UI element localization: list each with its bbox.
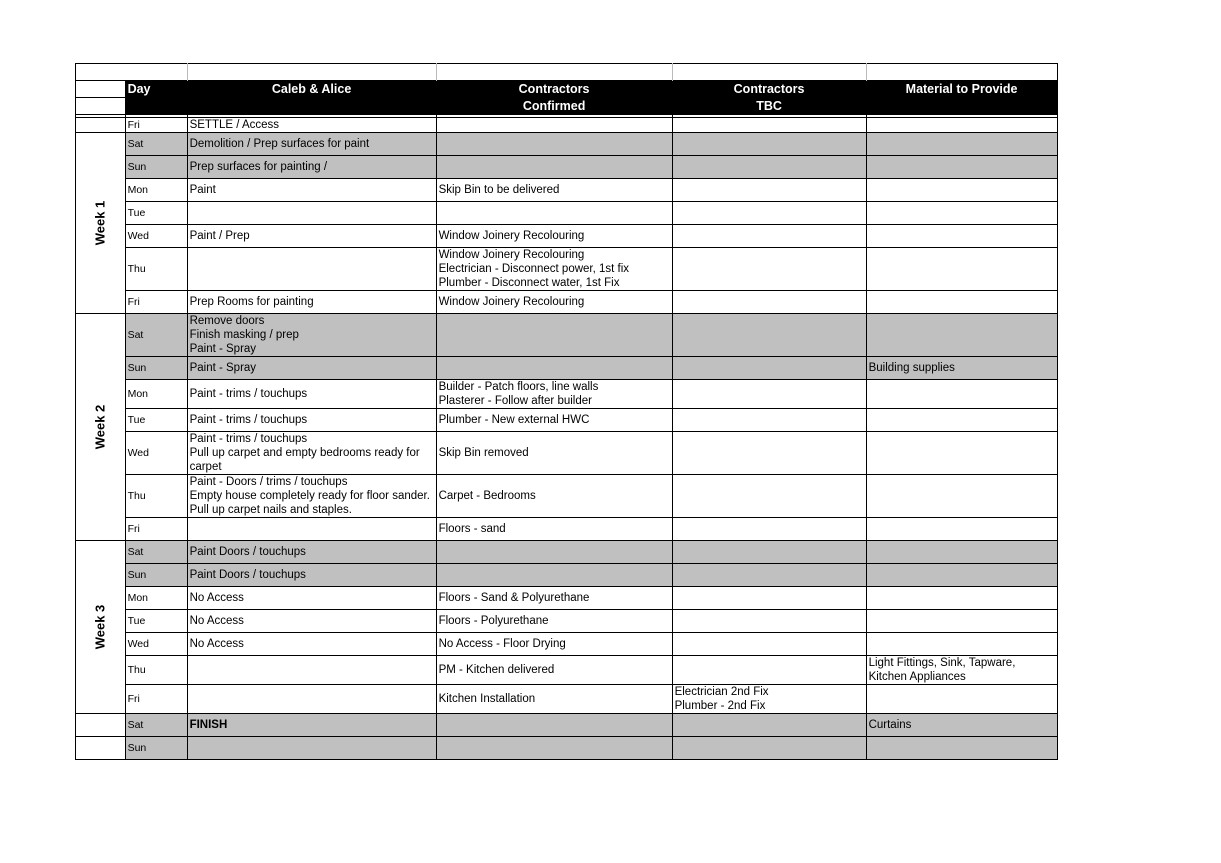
- table-row: [76, 179, 1058, 202]
- day-cell: Thu: [125, 248, 187, 291]
- table-row: [76, 610, 1058, 633]
- week-cell-empty: [76, 118, 126, 133]
- caleb-cell: Paint: [187, 179, 436, 202]
- day-cell: Mon: [125, 587, 187, 610]
- header-material-2: [866, 98, 1057, 115]
- table-row: [76, 314, 1058, 357]
- confirmed-cell: [436, 357, 672, 380]
- material-cell: [866, 541, 1057, 564]
- cell-line: Paint - trims / touchups: [189, 433, 308, 445]
- cell-line: Builder - Patch floors, line walls: [438, 381, 599, 393]
- confirmed-cell: [436, 202, 672, 225]
- material-cell: [866, 156, 1057, 179]
- table-row: [76, 118, 1058, 133]
- confirmed-cell: Window Joinery Recolouring: [436, 225, 672, 248]
- tbc-cell: [672, 714, 866, 737]
- header-day: Day: [125, 81, 187, 98]
- header-blank-2: [76, 98, 126, 115]
- material-cell: [866, 225, 1057, 248]
- material-cell: [866, 248, 1057, 291]
- day-cell: Sat: [125, 133, 187, 156]
- cell-line: Paint - Spray: [189, 343, 257, 355]
- confirmed-cell: [436, 314, 672, 357]
- header-row-2: [76, 98, 1058, 115]
- confirmed-cell: Plumber - New external HWC: [436, 409, 672, 432]
- confirmed-cell: Skip Bin to be delivered: [436, 179, 672, 202]
- material-cell: [866, 656, 1057, 685]
- header-confirmed: Contractors: [436, 81, 672, 98]
- table-row: [76, 685, 1058, 714]
- confirmed-cell: [436, 118, 672, 133]
- day-cell: Sun: [125, 357, 187, 380]
- tbc-cell: [672, 409, 866, 432]
- confirmed-cell: Floors - Polyurethane: [436, 610, 672, 633]
- day-cell: Sun: [125, 564, 187, 587]
- table-row: [76, 291, 1058, 314]
- day-cell: Mon: [125, 179, 187, 202]
- cell-line: Finish masking / prep: [189, 329, 299, 341]
- material-cell: [866, 475, 1057, 518]
- tbc-cell: [672, 380, 866, 409]
- day-cell: Sun: [125, 156, 187, 179]
- header-caleb: Caleb & Alice: [187, 81, 436, 98]
- schedule-body: [76, 64, 1058, 760]
- caleb-cell: Paint Doors / touchups: [187, 564, 436, 587]
- caleb-cell: No Access: [187, 610, 436, 633]
- confirmed-cell: [436, 714, 672, 737]
- day-cell: Thu: [125, 656, 187, 685]
- blank-row: [76, 64, 1058, 81]
- caleb-cell: [187, 202, 436, 225]
- cell-line: Paint - Doors / trims / touchups: [189, 476, 348, 488]
- cell-line: Plumber - Disconnect water, 1st Fix: [438, 277, 620, 289]
- table-row: [76, 714, 1058, 737]
- table-row: [76, 656, 1058, 685]
- confirmed-cell: Skip Bin removed: [436, 432, 672, 475]
- confirmed-cell: [436, 737, 672, 760]
- table-row: [76, 156, 1058, 179]
- tbc-cell: [672, 541, 866, 564]
- caleb-cell: SETTLE / Access: [187, 118, 436, 133]
- material-cell: [866, 633, 1057, 656]
- table-row: [76, 202, 1058, 225]
- tbc-cell: [672, 737, 866, 760]
- material-cell: [866, 564, 1057, 587]
- tbc-cell: [672, 610, 866, 633]
- day-cell: Wed: [125, 225, 187, 248]
- tbc-cell: [672, 202, 866, 225]
- confirmed-cell: [436, 564, 672, 587]
- caleb-cell: [187, 432, 436, 475]
- material-cell: [866, 409, 1057, 432]
- week-label: [76, 541, 126, 714]
- tbc-cell: [672, 633, 866, 656]
- tbc-cell: [672, 357, 866, 380]
- day-cell: Mon: [125, 380, 187, 409]
- day-cell: Fri: [125, 518, 187, 541]
- day-cell: Tue: [125, 409, 187, 432]
- cell-line: Kitchen Appliances: [868, 671, 966, 683]
- week-label: [76, 314, 126, 541]
- caleb-cell: Paint Doors / touchups: [187, 541, 436, 564]
- table-row: [76, 518, 1058, 541]
- day-cell: Wed: [125, 633, 187, 656]
- confirmed-cell: No Access - Floor Drying: [436, 633, 672, 656]
- confirmed-cell: Floors - Sand & Polyurethane: [436, 587, 672, 610]
- tbc-cell: [672, 156, 866, 179]
- day-cell: Sat: [125, 714, 187, 737]
- confirmed-cell: Carpet - Bedrooms: [436, 475, 672, 518]
- caleb-cell: [187, 737, 436, 760]
- cell-line: Empty house completely ready for floor sander.: [189, 490, 430, 502]
- caleb-cell: No Access: [187, 633, 436, 656]
- caleb-cell: [187, 314, 436, 357]
- week-label-text: Week 3: [92, 604, 108, 649]
- confirmed-cell: Kitchen Installation: [436, 685, 672, 714]
- material-cell: [866, 518, 1057, 541]
- header-tbc: Contractors: [672, 81, 866, 98]
- cell-line: Plasterer - Follow after builder: [438, 395, 592, 407]
- material-cell: [866, 587, 1057, 610]
- cell-line: Electrician - Disconnect power, 1st fix: [438, 263, 630, 275]
- caleb-cell: FINISH: [187, 714, 436, 737]
- day-cell: Sat: [125, 541, 187, 564]
- caleb-cell: [187, 248, 436, 291]
- material-cell: [866, 685, 1057, 714]
- week-cell-empty: [76, 714, 126, 737]
- cell-line: Remove doors: [189, 315, 265, 327]
- week-cell-empty: [76, 737, 126, 760]
- confirmed-cell: PM - Kitchen delivered: [436, 656, 672, 685]
- header-day-2: [125, 98, 187, 115]
- confirmed-cell: [436, 156, 672, 179]
- material-cell: [866, 737, 1057, 760]
- cell-line: carpet: [189, 461, 222, 473]
- caleb-cell: Paint - Spray: [187, 357, 436, 380]
- cell-line: Plumber - 2nd Fix: [674, 700, 766, 712]
- confirmed-cell: [436, 133, 672, 156]
- header-caleb-2: [187, 98, 436, 115]
- caleb-cell: [187, 656, 436, 685]
- header-material: Material to Provide: [866, 81, 1057, 98]
- tbc-cell: [672, 225, 866, 248]
- table-row: [76, 475, 1058, 518]
- material-cell: [866, 133, 1057, 156]
- table-row: [76, 133, 1058, 156]
- caleb-cell: [187, 685, 436, 714]
- tbc-cell: [672, 432, 866, 475]
- table-row: [76, 587, 1058, 610]
- material-cell: [866, 291, 1057, 314]
- header-tbc-2: TBC: [672, 98, 866, 115]
- confirmed-cell: [436, 248, 672, 291]
- table-row: [76, 357, 1058, 380]
- caleb-cell: No Access: [187, 587, 436, 610]
- tbc-cell: [672, 587, 866, 610]
- week-label-text: Week 1: [92, 200, 108, 245]
- tbc-cell: [672, 475, 866, 518]
- material-cell: [866, 118, 1057, 133]
- day-cell: Sun: [125, 737, 187, 760]
- schedule-table: [75, 63, 1058, 760]
- table-row: [76, 633, 1058, 656]
- cell-line: Light Fittings, Sink, Tapware,: [868, 657, 1016, 669]
- tbc-cell: [672, 685, 866, 714]
- tbc-cell: [672, 656, 866, 685]
- week-label: [76, 133, 126, 314]
- cell-line: Window Joinery Recolouring: [438, 249, 585, 261]
- table-row: [76, 564, 1058, 587]
- caleb-cell: Paint / Prep: [187, 225, 436, 248]
- day-cell: Fri: [125, 291, 187, 314]
- cell-line: Pull up carpet nails and staples.: [189, 504, 352, 516]
- day-cell: Tue: [125, 610, 187, 633]
- day-cell: Sat: [125, 314, 187, 357]
- material-cell: [866, 432, 1057, 475]
- caleb-cell: [187, 475, 436, 518]
- tbc-cell: [672, 291, 866, 314]
- cell-line: Pull up carpet and empty bedrooms ready for: [189, 447, 420, 459]
- confirmed-cell: Floors - sand: [436, 518, 672, 541]
- material-cell: [866, 314, 1057, 357]
- caleb-cell: Prep Rooms for painting: [187, 291, 436, 314]
- tbc-cell: [672, 518, 866, 541]
- tbc-cell: [672, 179, 866, 202]
- cell-line: Electrician 2nd Fix: [674, 686, 769, 698]
- caleb-cell: Paint - trims / touchups: [187, 409, 436, 432]
- material-cell: Curtains: [866, 714, 1057, 737]
- table-row: [76, 541, 1058, 564]
- week-label-text: Week 2: [92, 404, 108, 449]
- material-cell: [866, 610, 1057, 633]
- header-row: [76, 81, 1058, 98]
- table-row: [76, 225, 1058, 248]
- confirmed-cell: [436, 541, 672, 564]
- table-row: [76, 432, 1058, 475]
- material-cell: [866, 380, 1057, 409]
- day-cell: Fri: [125, 118, 187, 133]
- caleb-cell: Prep surfaces for painting /: [187, 156, 436, 179]
- table-row: [76, 248, 1058, 291]
- table-row: [76, 409, 1058, 432]
- table-row: [76, 380, 1058, 409]
- table-row: [76, 737, 1058, 760]
- tbc-cell: [672, 314, 866, 357]
- day-cell: Wed: [125, 432, 187, 475]
- confirmed-cell: [436, 380, 672, 409]
- day-cell: Thu: [125, 475, 187, 518]
- header-confirmed-2: Confirmed: [436, 98, 672, 115]
- caleb-cell: Demolition / Prep surfaces for paint: [187, 133, 436, 156]
- tbc-cell: [672, 133, 866, 156]
- day-cell: Fri: [125, 685, 187, 714]
- caleb-cell: [187, 518, 436, 541]
- material-cell: [866, 179, 1057, 202]
- header-blank: [76, 81, 126, 98]
- tbc-cell: [672, 564, 866, 587]
- material-cell: Building supplies: [866, 357, 1057, 380]
- confirmed-cell: Window Joinery Recolouring: [436, 291, 672, 314]
- caleb-cell: Paint - trims / touchups: [187, 380, 436, 409]
- day-cell: Tue: [125, 202, 187, 225]
- tbc-cell: [672, 248, 866, 291]
- material-cell: [866, 202, 1057, 225]
- tbc-cell: [672, 118, 866, 133]
